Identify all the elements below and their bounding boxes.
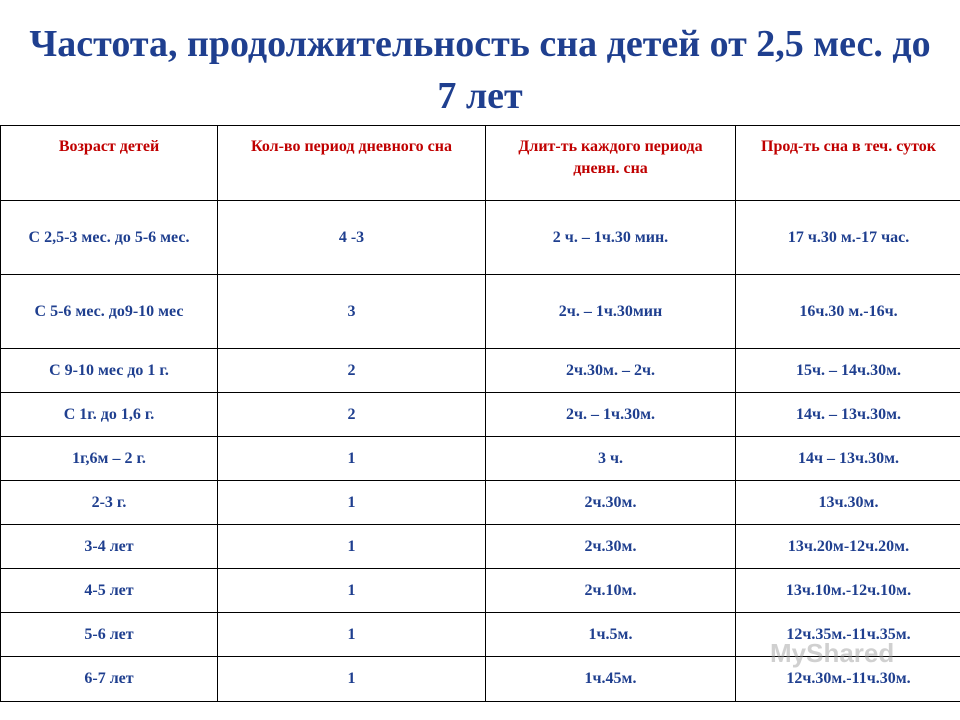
- cell-nap-duration: 2ч.30м. – 2ч.: [486, 349, 736, 393]
- cell-nap-duration: 1ч.45м.: [486, 657, 736, 702]
- table-row: [1, 525, 960, 569]
- cell-total-sleep: 12ч.30м.-11ч.30м.: [736, 657, 960, 702]
- header-nap-duration: Длит-ть каждого периода дневн. сна: [486, 126, 736, 201]
- cell-naps-count: 4 -3: [218, 201, 486, 275]
- cell-total-sleep: 13ч.20м-12ч.20м.: [736, 525, 960, 569]
- cell-naps-count: 1: [218, 569, 486, 613]
- sleep-table: [0, 125, 960, 702]
- cell-age: С 5-6 мес. до9-10 мес: [1, 275, 218, 349]
- table-row: [1, 437, 960, 481]
- cell-nap-duration: 2ч. – 1ч.30м.: [486, 393, 736, 437]
- cell-nap-duration: 2ч. – 1ч.30мин: [486, 275, 736, 349]
- cell-naps-count: 3: [218, 275, 486, 349]
- table-row: [1, 569, 960, 613]
- watermark: MyShared: [770, 638, 895, 668]
- cell-age: С 1г. до 1,6 г.: [1, 393, 218, 437]
- cell-age: 4-5 лет: [1, 569, 218, 613]
- table-row: [1, 613, 960, 657]
- cell-nap-duration: 1ч.5м.: [486, 613, 736, 657]
- cell-naps-count: 1: [218, 481, 486, 525]
- cell-total-sleep: 14ч. – 13ч.30м.: [736, 393, 960, 437]
- header-age: Возраст детей: [1, 126, 218, 201]
- table-row: [1, 393, 960, 437]
- cell-nap-duration: 2 ч. – 1ч.30 мин.: [486, 201, 736, 275]
- cell-naps-count: 2: [218, 349, 486, 393]
- page-title: Частота, продолжительность сна детей от 2,5 мес. до 7 лет: [29, 23, 931, 117]
- cell-naps-count: 2: [218, 393, 486, 437]
- cell-total-sleep: 16ч.30 м.-16ч.: [736, 275, 960, 349]
- cell-total-sleep: 13ч.10м.-12ч.10м.: [736, 569, 960, 613]
- table-row: [1, 481, 960, 525]
- table-row: [1, 275, 960, 349]
- cell-nap-duration: 2ч.10м.: [486, 569, 736, 613]
- table-row: [1, 349, 960, 393]
- cell-total-sleep: 17 ч.30 м.-17 час.: [736, 201, 960, 275]
- header-total-sleep: Прод-ть сна в теч. суток: [736, 126, 960, 201]
- cell-age: С 9-10 мес до 1 г.: [1, 349, 218, 393]
- cell-age: 5-6 лет: [1, 613, 218, 657]
- cell-naps-count: 1: [218, 613, 486, 657]
- cell-nap-duration: 2ч.30м.: [486, 481, 736, 525]
- cell-total-sleep: 13ч.30м.: [736, 481, 960, 525]
- cell-age: 3-4 лет: [1, 525, 218, 569]
- cell-naps-count: 1: [218, 525, 486, 569]
- cell-age: 2-3 г.: [1, 481, 218, 525]
- cell-nap-duration: 3 ч.: [486, 437, 736, 481]
- cell-nap-duration: 2ч.30м.: [486, 525, 736, 569]
- cell-age: С 2,5-3 мес. до 5-6 мес.: [1, 201, 218, 275]
- cell-age: 1г,6м – 2 г.: [1, 437, 218, 481]
- table-header-row: [1, 126, 960, 201]
- cell-total-sleep: 14ч – 13ч.30м.: [736, 437, 960, 481]
- cell-age: 6-7 лет: [1, 657, 218, 702]
- cell-naps-count: 1: [218, 657, 486, 702]
- header-naps-count: Кол-во период дневного сна: [218, 126, 486, 201]
- table-row: [1, 201, 960, 275]
- cell-naps-count: 1: [218, 437, 486, 481]
- cell-total-sleep: 12ч.35м.-11ч.35м.: [736, 613, 960, 657]
- cell-total-sleep: 15ч. – 14ч.30м.: [736, 349, 960, 393]
- table-row: [1, 657, 960, 702]
